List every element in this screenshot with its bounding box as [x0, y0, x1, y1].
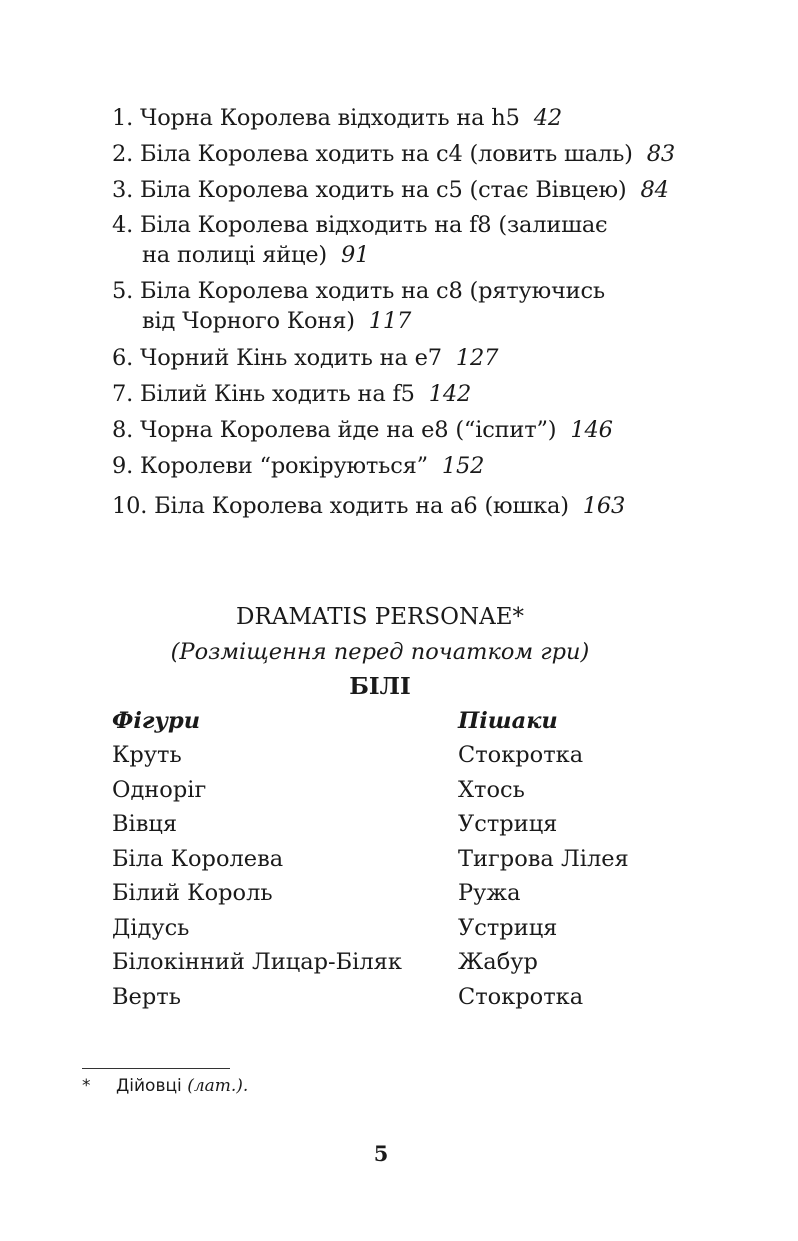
piece-item: Вівця [112, 811, 178, 837]
move-text: 6. Чорний Кінь ходить на e7 [112, 345, 442, 371]
moves-list [112, 100, 752, 524]
pawn-item: Ружа [458, 880, 521, 906]
move-text: 5. Біла Королева ходить на c8 (рятуючись [112, 278, 605, 304]
move-item [112, 340, 752, 376]
move-page: 83 [646, 141, 675, 167]
footnote-mark: * [82, 1076, 91, 1096]
pawns-heading: Пішаки [458, 708, 558, 734]
move-item [112, 172, 752, 208]
move-text: 3. Біла Королева ходить на c5 (стає Вівцею) [112, 177, 627, 203]
pawn-item: Тигрова Лілея [458, 845, 629, 872]
piece-item: Біла Королева [112, 845, 284, 872]
move-page: 117 [368, 308, 412, 334]
move-item [112, 136, 752, 172]
pawns-column [458, 704, 629, 1014]
move-item [112, 274, 752, 340]
move-text-continued: на полиці яйце) [142, 242, 327, 268]
move-text: 2. Біла Королева ходить на c4 (ловить шаль) [112, 141, 633, 167]
footnote-divider [82, 1068, 230, 1069]
move-item [112, 488, 752, 524]
footnote [82, 1074, 248, 1098]
section-subtitle: (Розміщення перед початком гри) [170, 639, 590, 665]
piece-item: Білий Король [112, 880, 273, 906]
piece-item: Дідусь [112, 914, 190, 941]
piece-item: Однoріг [112, 776, 207, 803]
piece-item: Білокінний Лицар-Біляк [112, 949, 402, 975]
move-item [112, 412, 752, 448]
page-number: 5 [373, 1141, 389, 1166]
move-page: 152 [441, 453, 485, 479]
piece-item: Круть [112, 742, 182, 768]
move-page: 163 [582, 493, 626, 519]
move-page: 127 [455, 345, 499, 371]
move-page: 146 [570, 417, 613, 443]
footnote-lang: (лат.). [187, 1076, 249, 1096]
move-text: 8. Чорна Королева йде на e8 (“іспит”) [112, 417, 557, 443]
move-item [112, 208, 752, 274]
pawn-item: Устриця [458, 811, 558, 837]
move-text-continued: від Чорного Коня) [142, 308, 355, 334]
side-heading: БІЛІ [349, 673, 411, 700]
pieces-heading: Фігури [112, 708, 201, 734]
move-page: 142 [428, 381, 472, 407]
pawn-item: Стокротка [458, 983, 584, 1010]
pawn-item: Стокротка [458, 742, 584, 768]
pieces-column [112, 704, 402, 1014]
footnote-text: Дійовці [116, 1076, 182, 1096]
move-item [112, 376, 752, 412]
move-text: 7. Білий Кінь ходить на f5 [112, 381, 415, 407]
move-item [112, 448, 752, 484]
pawn-item: Жабур [458, 949, 538, 975]
move-item [112, 100, 752, 136]
move-page: 84 [640, 177, 669, 203]
move-text: 4. Біла Королева відходить на f8 (залишає [112, 212, 608, 238]
move-text: 10. Біла Королева ходить на a6 (юшка) [112, 493, 569, 519]
piece-item: Верть [112, 983, 181, 1010]
pawn-item: Хтось [458, 776, 525, 803]
pawn-item: Устриця [458, 914, 558, 941]
move-text: 1. Чорна Королева відходить на h5 [112, 105, 520, 131]
move-page: 42 [533, 105, 562, 131]
move-page: 91 [340, 242, 370, 268]
move-text: 9. Королеви “рокіруються” [112, 453, 428, 479]
section-title: DRAMATIS PERSONAE* [236, 604, 524, 630]
